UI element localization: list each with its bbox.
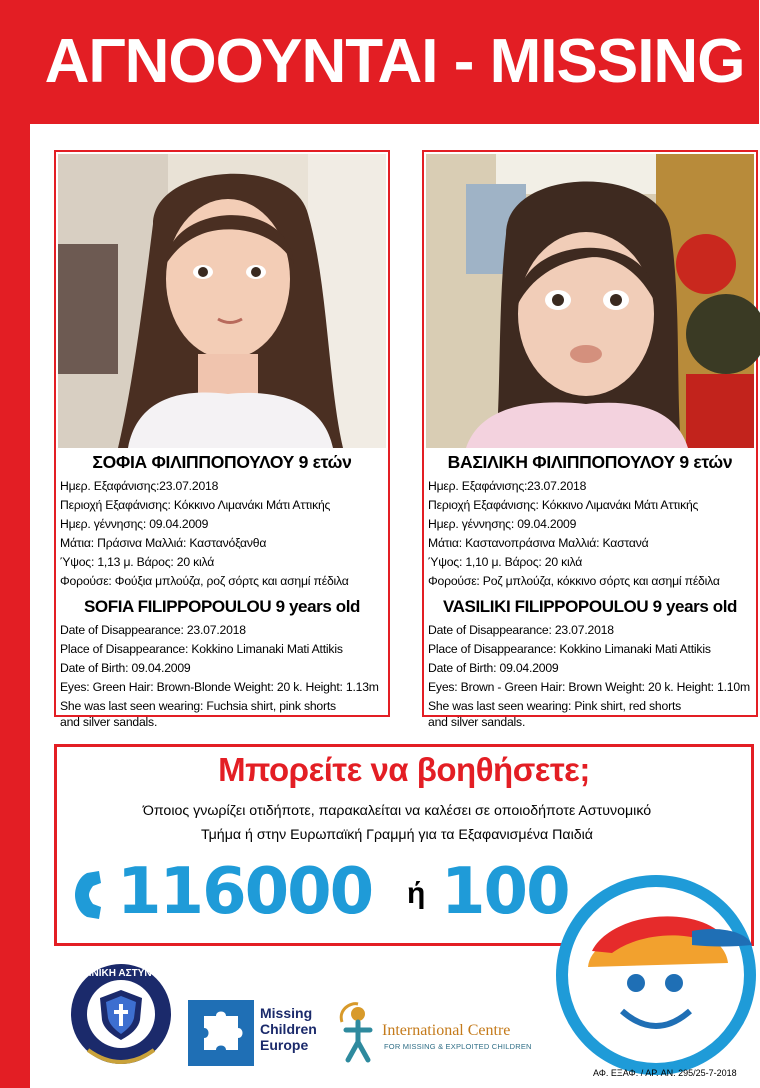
help-title: Μπορείτε να βοηθήσετε; <box>218 751 590 788</box>
english-info-line: Eyes: Brown - Green Hair: Brown Weight: 20 k. Height: 1.10m <box>428 680 750 694</box>
icmec-name: International Centre <box>382 1022 511 1039</box>
mce-word: Europe <box>260 1037 309 1053</box>
greek-name: ΒΑΣΙΛΙΚΗ ΦΙΛΙΠΠΟΠΟΥΛΟΥ 9 ετών <box>447 452 733 472</box>
mce-word: Missing <box>260 1005 313 1021</box>
or-word: ή <box>407 877 426 910</box>
greek-info-line: Ημερ. Εξαφάνισης:23.07.2018 <box>428 479 587 493</box>
greek-info-line: Περιοχή Εξαφάνισης: Κόκκινο Λιμανάκι Μάτι Αττικής <box>428 498 699 512</box>
english-info-line: Date of Birth: 09.04.2009 <box>428 661 559 675</box>
poster-title: ΑΓΝΟΟΥΝΤΑΙ - MISSING <box>44 27 745 96</box>
icmec-logo-icon <box>336 1000 380 1064</box>
greek-info-line: Ημερ. γέννησης: 09.04.2009 <box>60 517 209 531</box>
help-text-line: Τμήμα ή στην Ευρωπαϊκή Γραμμή για τα Εξαφανισμένα Παιδιά <box>201 827 593 843</box>
smile-logo-text: Το χαμόγελο του παιδιού <box>578 997 734 1064</box>
greek-info-line: Φορούσε: Φούξια μπλούζα, ροζ σόρτς και ασημί πέδιλα <box>60 574 349 588</box>
greek-info-line: Ύψος: 1,13 μ. Βάρος: 20 κιλά <box>60 555 215 569</box>
english-info-line: and silver sandals. <box>60 715 158 729</box>
child-card-vasiliki <box>422 150 758 729</box>
child-card-sofia <box>54 150 390 729</box>
phone-icon <box>73 867 113 923</box>
smile-of-the-child-logo <box>552 871 760 1079</box>
greek-info-line: Φορούσε: Ροζ μπλούζα, κόκκινο σόρτς και ασημί πέδιλα <box>428 574 720 588</box>
permit-number: ΑΦ. ΕΞΑΦ. / ΑΡ. ΑΝ. 295/25-7-2018 <box>593 1068 737 1078</box>
english-info-line: She was last seen wearing: Fuchsia shirt, pink shorts <box>60 699 336 713</box>
english-info-line: She was last seen wearing: Pink shirt, red shorts <box>428 699 682 713</box>
greek-info-line: Ημερ. Εξαφάνισης:23.07.2018 <box>60 479 219 493</box>
mce-word: Children <box>260 1021 317 1037</box>
greek-name: ΣΟΦΙΑ ΦΙΛΙΠΠΟΠΟΥΛΟΥ 9 ετών <box>92 452 352 472</box>
photo-sofia <box>58 154 386 448</box>
english-info-line: and silver sandals. <box>428 715 526 729</box>
greek-info-line: Ύψος: 1,10 μ. Βάρος: 20 κιλά <box>428 555 583 569</box>
mce-logo-text <box>260 1005 317 1053</box>
english-name: VASILIKI FILIPPOPOULOU 9 years old <box>442 597 738 616</box>
greek-info-line: Ημερ. γέννησης: 09.04.2009 <box>428 517 577 531</box>
puzzle-icon <box>188 1000 254 1066</box>
english-info-line: Eyes: Green Hair: Brown-Blonde Weight: 20 k. Height: 1.13m <box>60 680 379 694</box>
police-number[interactable]: 100 <box>441 855 569 929</box>
english-name: SOFIA FILIPPOPOULOU 9 years old <box>83 597 361 616</box>
english-info-line: Place of Disappearance: Kokkino Limanaki Mati Attikis <box>60 642 343 656</box>
english-info-line: Date of Disappearance: 23.07.2018 <box>428 623 614 637</box>
greek-info-line: Περιοχή Εξαφάνισης: Κόκκινο Λιμανάκι Μάτι Αττικής <box>60 498 331 512</box>
hellenic-police-logo <box>66 962 176 1074</box>
left-border <box>0 0 30 1088</box>
icmec-subtitle: FOR MISSING & EXPLOITED CHILDREN <box>384 1042 532 1051</box>
english-info-line: Date of Disappearance: 23.07.2018 <box>60 623 246 637</box>
greek-info-line: Μάτια: Καστανοπράσινα Μαλλιά: Καστανά <box>428 536 649 550</box>
help-text-line: Όποιος γνωρίζει οτιδήποτε, παρακαλείται να καλέσει σε οποιοδήποτε Αστυνομικό <box>142 803 652 819</box>
police-ring-text: ΕΛΛΗΝΙΚΗ ΑΣΤΥΝΟΜΙΑ <box>64 968 178 979</box>
photo-vasiliki <box>426 154 754 448</box>
english-info-line: Date of Birth: 09.04.2009 <box>60 661 191 675</box>
greek-info-line: Μάτια: Πράσινα Μαλλιά: Καστανόξανθα <box>60 536 267 550</box>
hotline-number[interactable]: 116000 <box>117 855 373 929</box>
english-info-line: Place of Disappearance: Kokkino Limanaki Mati Attikis <box>428 642 711 656</box>
